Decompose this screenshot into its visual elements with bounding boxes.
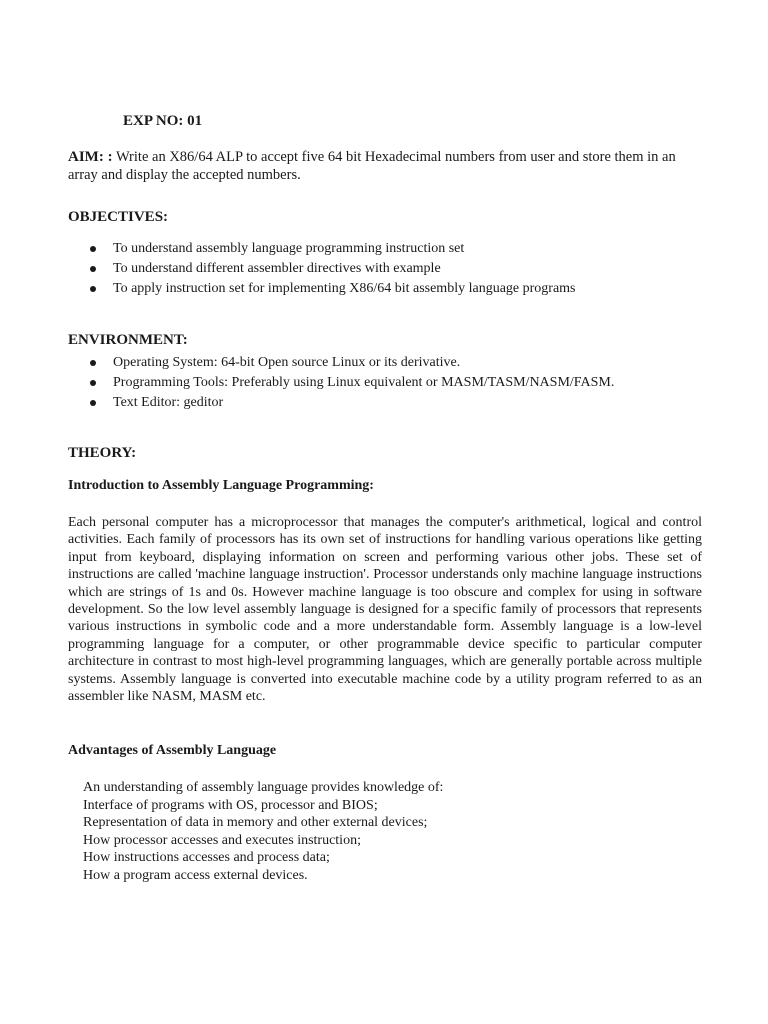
theory-heading: THEORY:: [68, 445, 137, 461]
objectives-heading: OBJECTIVES:: [68, 209, 169, 225]
list-item: To understand assembly language programming instruction set: [68, 239, 576, 259]
aim-paragraph: [68, 148, 704, 184]
aim-label: AIM: :: [68, 149, 113, 165]
intro-paragraph: Each personal computer has a microprocessor that manages the computer's arithmetical, logical and control activities. Each family of processors has its own set of instructions for handling various operations like getting input from keyboard, displaying information on screen and performing various other jobs. These set of instructions are called 'machine language instruction'. Processor understands only machine language instructions which are strings of 1s and 0s. However machine language is too obscure and complex for using in software development. So the low level assembly language is designed for a specific family of processors that represents various instructions in symbolic code and a more understandable form. Assembly language is a low-level programming language for a computer, or other programmable device specific to particular computer architecture in contrast to most high-level programming languages, which are generally portable across multiple systems. Assembly language is converted into executable machine code by a utility program referred to as an assembler like NASM, MASM etc.: [68, 515, 702, 705]
list-item: How a program access external devices.: [83, 867, 308, 883]
experiment-number: EXP NO: 01: [123, 113, 203, 129]
environment-list: [68, 353, 614, 413]
list-item: To apply instruction set for implementing X86/64 bit assembly language programs: [68, 279, 576, 299]
list-item: Interface of programs with OS, processor and BIOS;: [83, 797, 378, 813]
objectives-list: [68, 239, 576, 299]
list-item: Operating System: 64-bit Open source Linux or its derivative.: [68, 353, 614, 373]
advantages-list: [83, 779, 483, 884]
advantages-heading: Advantages of Assembly Language: [68, 743, 277, 758]
environment-heading: ENVIRONMENT:: [68, 332, 188, 348]
list-item: How processor accesses and executes instruction;: [83, 832, 361, 848]
list-item: Representation of data in memory and other external devices;: [83, 815, 428, 830]
intro-heading: Introduction to Assembly Language Programming:: [68, 478, 374, 493]
list-item: How instructions accesses and process data;: [83, 850, 330, 865]
list-item: An understanding of assembly language provides knowledge of:: [83, 780, 444, 795]
list-item: Programming Tools: Preferably using Linux equivalent or MASM/TASM/NASM/FASM.: [68, 373, 614, 393]
list-item: To understand different assembler directives with example: [68, 259, 576, 279]
list-item: Text Editor: geditor: [68, 393, 614, 413]
aim-text: Write an X86/64 ALP to accept five 64 bit Hexadecimal numbers from user and store them in an array and display the accepted numbers.: [68, 149, 676, 183]
